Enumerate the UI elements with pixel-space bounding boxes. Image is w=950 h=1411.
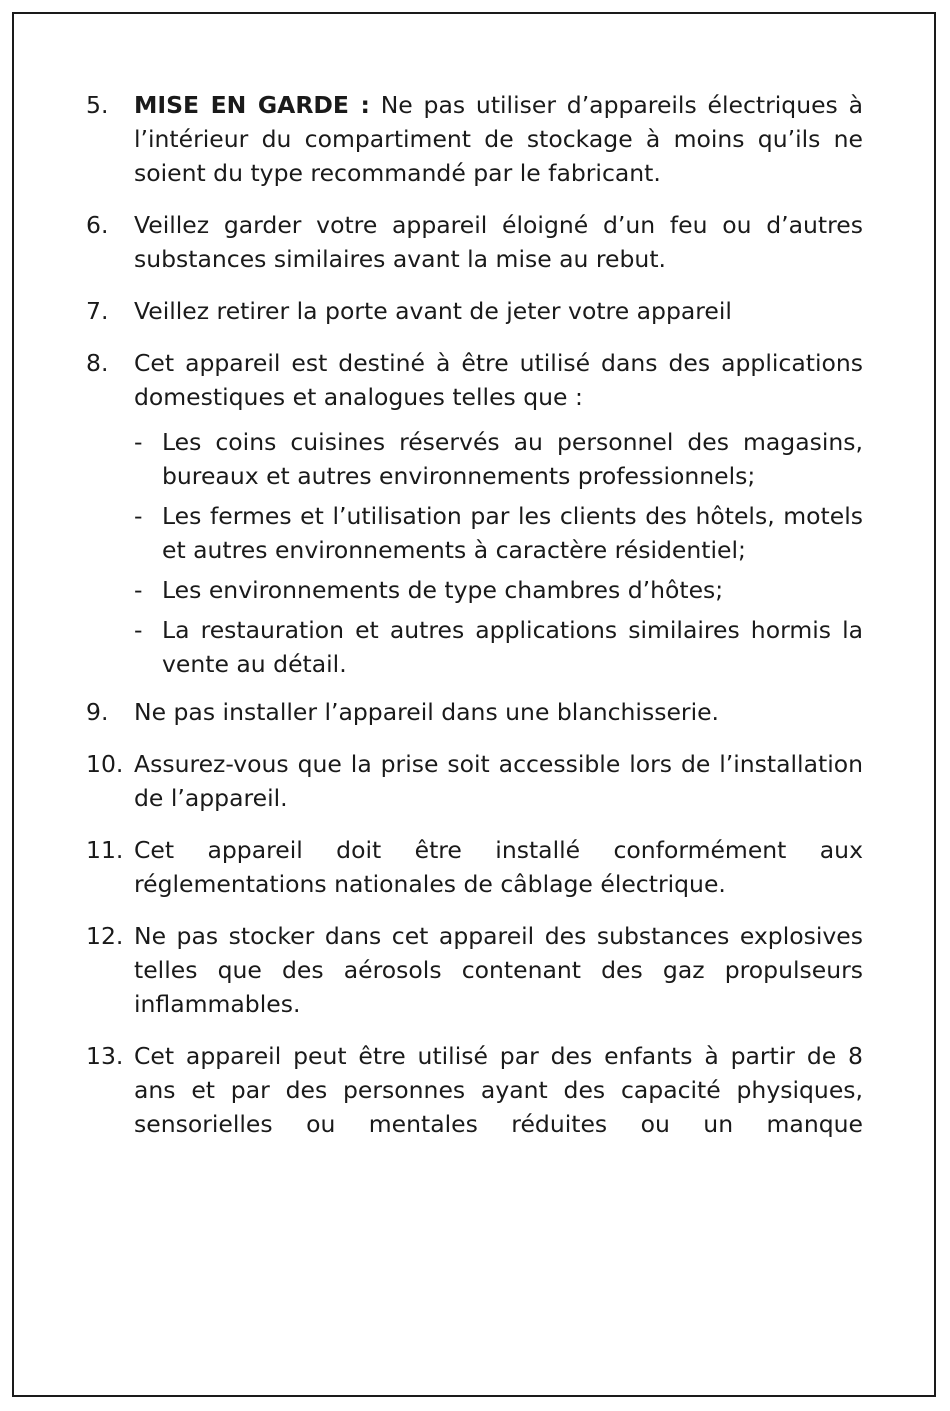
list-item-10 — [86, 747, 863, 815]
item-text: Cet appareil doit être installé conformément aux réglementations nationales de câblage électrique. — [134, 836, 863, 898]
item-number: 5. — [86, 91, 109, 119]
item-number: 12. — [86, 922, 124, 950]
item-text: Veillez garder votre appareil éloigné d’un feu ou d’autres substances similaires avant la mise au rebut. — [134, 211, 863, 273]
item-text — [134, 346, 863, 687]
instructions-list — [86, 88, 863, 1159]
list-item-11 — [86, 833, 863, 901]
dash-bullet: - — [134, 428, 143, 456]
item-text: Assurez-vous que la prise soit accessible lors de l’installation de l’appareil. — [134, 750, 863, 812]
sub-list-item — [134, 425, 863, 493]
list-item-8 — [86, 346, 863, 687]
warning-text: Ne pas utiliser d’appareils électriques à l’intérieur du compartiment de stockage à moins qu’ils ne soient du type recommandé par le fabricant. — [134, 91, 863, 187]
item-text: Veillez retirer la porte avant de jeter votre appareil — [134, 297, 732, 325]
list-item-9 — [86, 695, 863, 729]
item-number: 8. — [86, 349, 109, 377]
item-number: 10. — [86, 750, 124, 778]
dash-bullet: - — [134, 502, 143, 530]
sub-item-text: Les environnements de type chambres d’hôtes; — [162, 576, 724, 604]
sub-item-text: Les fermes et l’utilisation par les clients des hôtels, motels et autres environnements à caractère résidentiel; — [162, 502, 863, 564]
item-number: 9. — [86, 698, 109, 726]
item-number: 11. — [86, 836, 124, 864]
item-text: Cet appareil peut être utilisé par des enfants à partir de 8 ans et par des personnes ayant des capacité physiques, sensorielles ou mentales réduites ou un manque — [134, 1042, 863, 1138]
warning-label: MISE EN GARDE : — [134, 91, 370, 119]
item-number: 7. — [86, 297, 109, 325]
item-text: Ne pas installer l’appareil dans une blanchisserie. — [134, 698, 720, 726]
dash-bullet: - — [134, 576, 143, 604]
sub-item-text: La restauration et autres applications similaires hormis la vente au détail. — [162, 616, 863, 678]
item-text — [134, 88, 863, 190]
item-number: 6. — [86, 211, 109, 239]
list-item-6 — [86, 208, 863, 276]
sub-list-item — [134, 573, 863, 607]
list-item-13 — [86, 1039, 863, 1141]
list-item-5 — [86, 88, 863, 190]
list-item-12 — [86, 919, 863, 1021]
sub-item-text: Les coins cuisines réservés au personnel des magasins, bureaux et autres environnements professionnels; — [162, 428, 863, 490]
item-number: 13. — [86, 1042, 124, 1070]
dash-bullet: - — [134, 616, 143, 644]
sub-list — [134, 425, 863, 681]
sub-list-item — [134, 499, 863, 567]
item-text: Ne pas stocker dans cet appareil des substances explosives telles que des aérosols contenant des gaz propulseurs inflammables. — [134, 922, 863, 1018]
sub-list-item — [134, 613, 863, 681]
list-item-7 — [86, 294, 863, 328]
item-intro: Cet appareil est destiné à être utilisé dans des applications domestiques et analogues telles que : — [134, 349, 863, 411]
